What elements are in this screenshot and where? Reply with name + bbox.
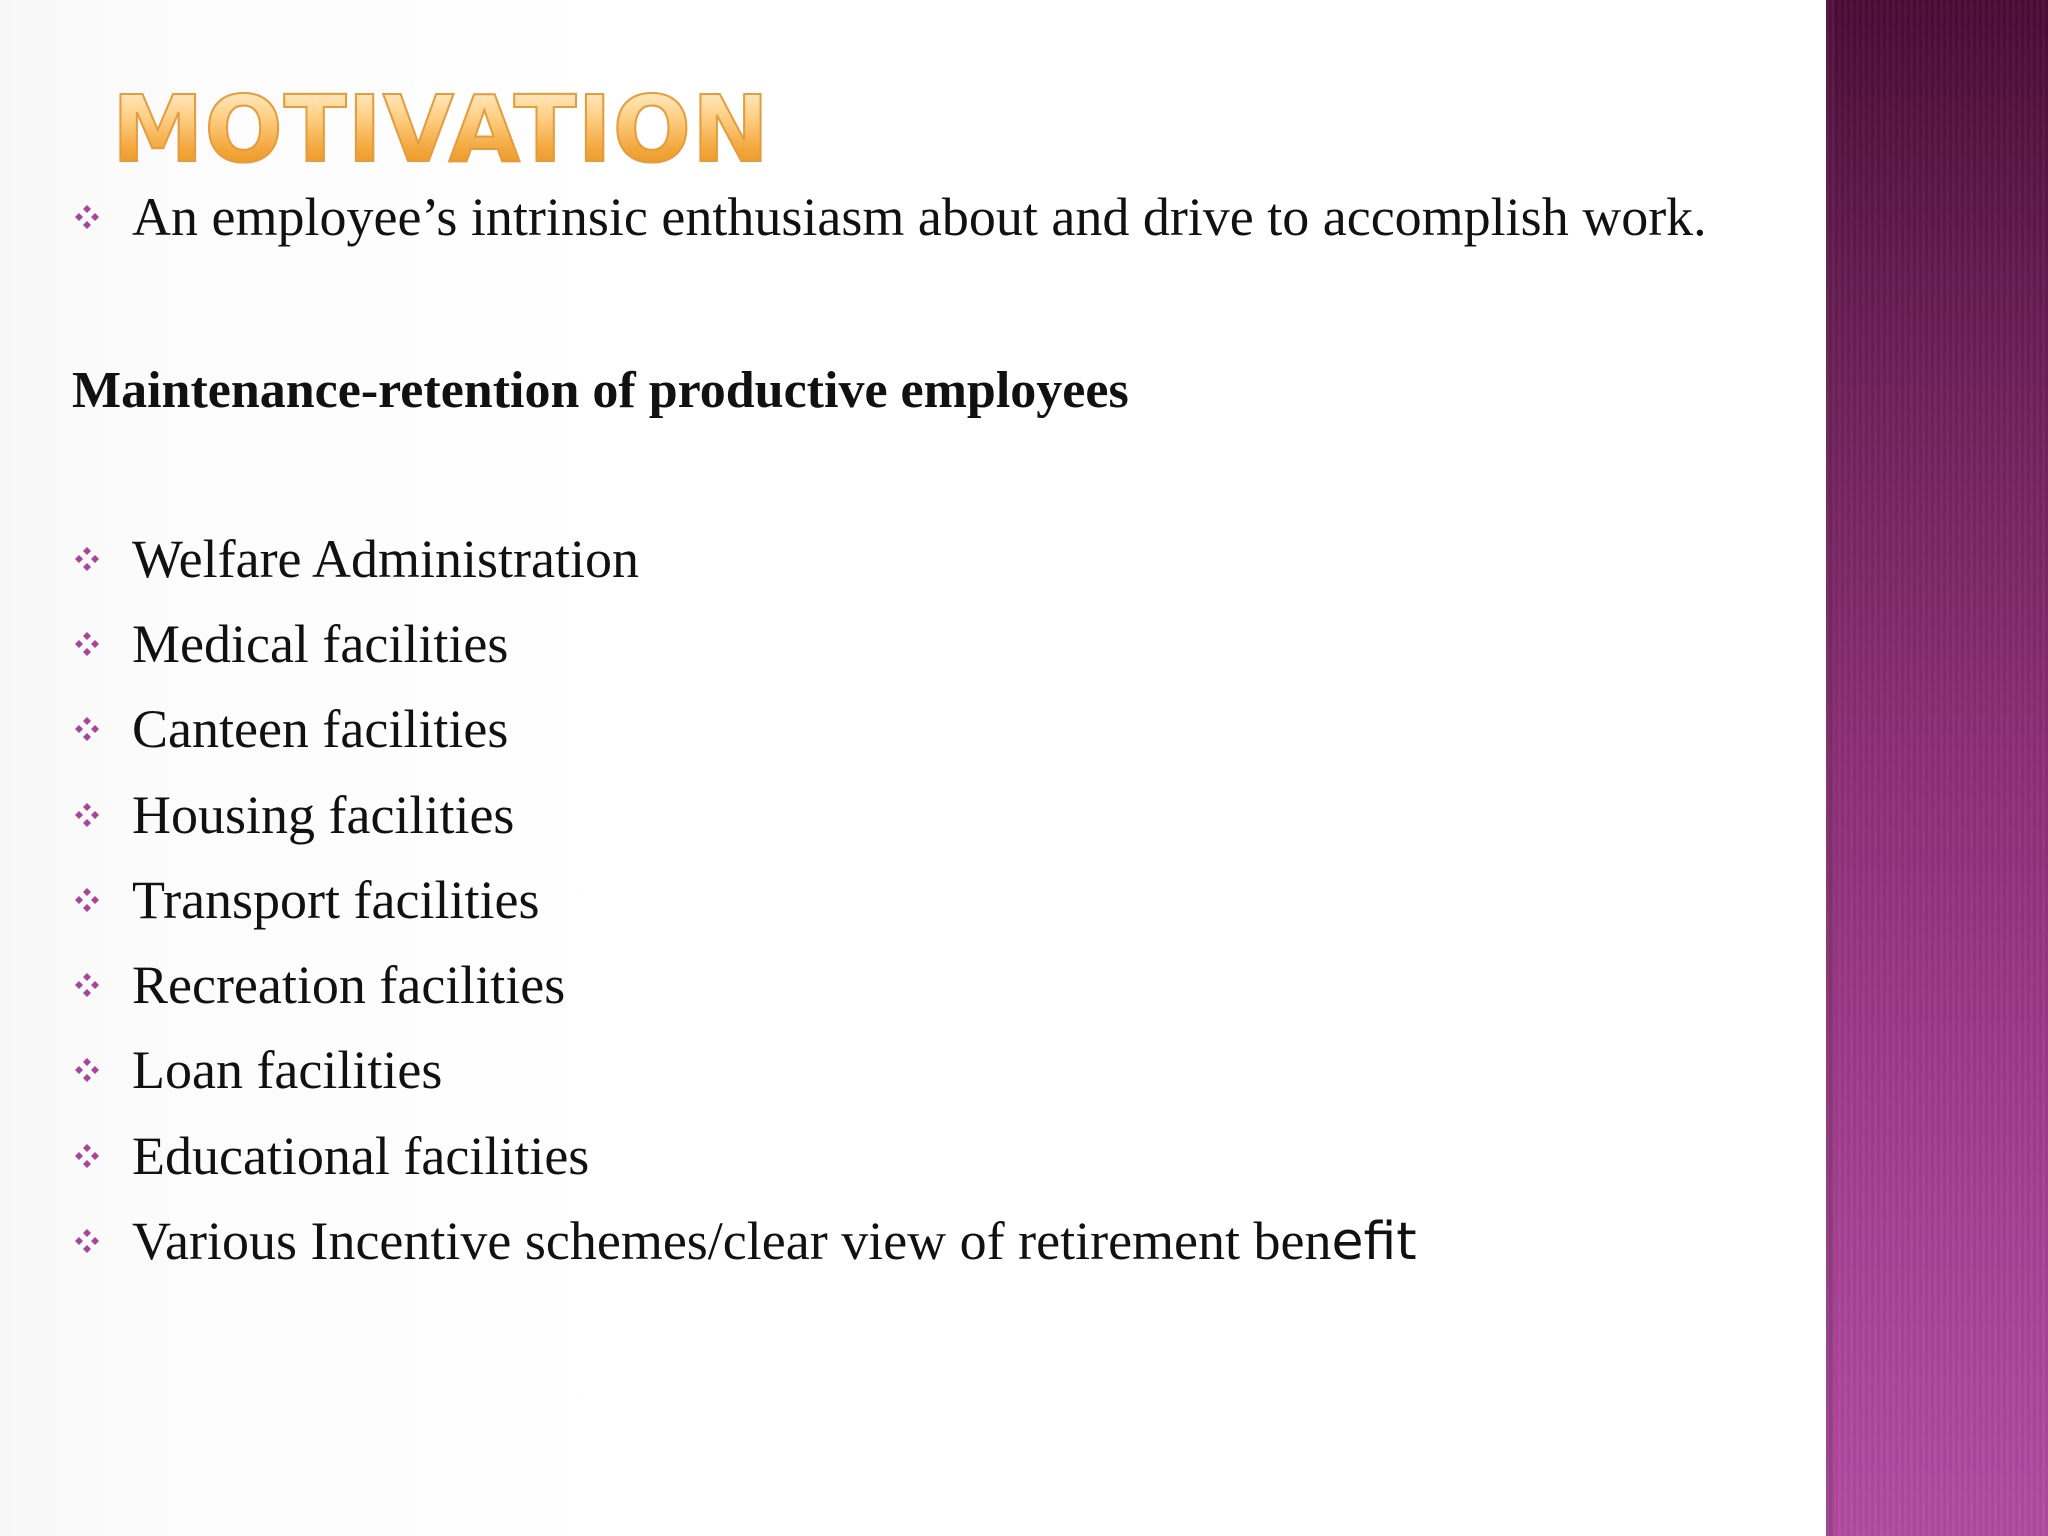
bullet-diamond-icon [72,1141,132,1171]
list-item-text: Recreation facilities [132,955,566,1015]
list-item [72,950,565,1020]
list-item-text [132,1210,1417,1272]
slide-title: MOTIVATION [112,76,770,183]
list-item-text: Transport facilities [132,870,540,930]
bullet-diamond-icon [72,714,132,744]
side-decoration-band [1826,0,2048,1536]
list-item-text: Medical facilities [132,614,509,674]
list-item-text-part1: Various Incentive schemes/clear view of retirement ben [132,1211,1332,1271]
list-item [72,1206,1417,1276]
bullet-diamond-icon [72,544,132,574]
list-item-text: Educational facilities [132,1126,590,1186]
list-item-text: Canteen facilities [132,699,509,759]
bullet-diamond-icon [72,629,132,659]
bullet-diamond-icon [72,1055,132,1085]
section-heading: Maintenance-retention of productive employees [72,362,1129,419]
list-item [72,780,514,850]
list-item-text: Housing facilities [132,785,515,845]
list-item [72,694,508,764]
bullet-diamond-icon [72,885,132,915]
intro-bullet-row [72,182,1707,252]
list-item [72,609,508,679]
list-item-text: Welfare Administration [132,529,640,589]
bullet-diamond-icon [72,202,132,232]
list-item [72,1121,589,1191]
list-item [72,524,639,594]
list-item [72,865,539,935]
intro-bullet-text: An employee’s intrinsic enthusiasm about and drive to accomplish work. [132,187,1707,247]
bullet-diamond-icon [72,1226,132,1256]
bullet-diamond-icon [72,970,132,1000]
list-item [72,1035,442,1105]
bullet-diamond-icon [72,800,132,830]
list-item-text-part2: efit [1331,1212,1417,1272]
list-item-text: Loan facilities [132,1040,443,1100]
